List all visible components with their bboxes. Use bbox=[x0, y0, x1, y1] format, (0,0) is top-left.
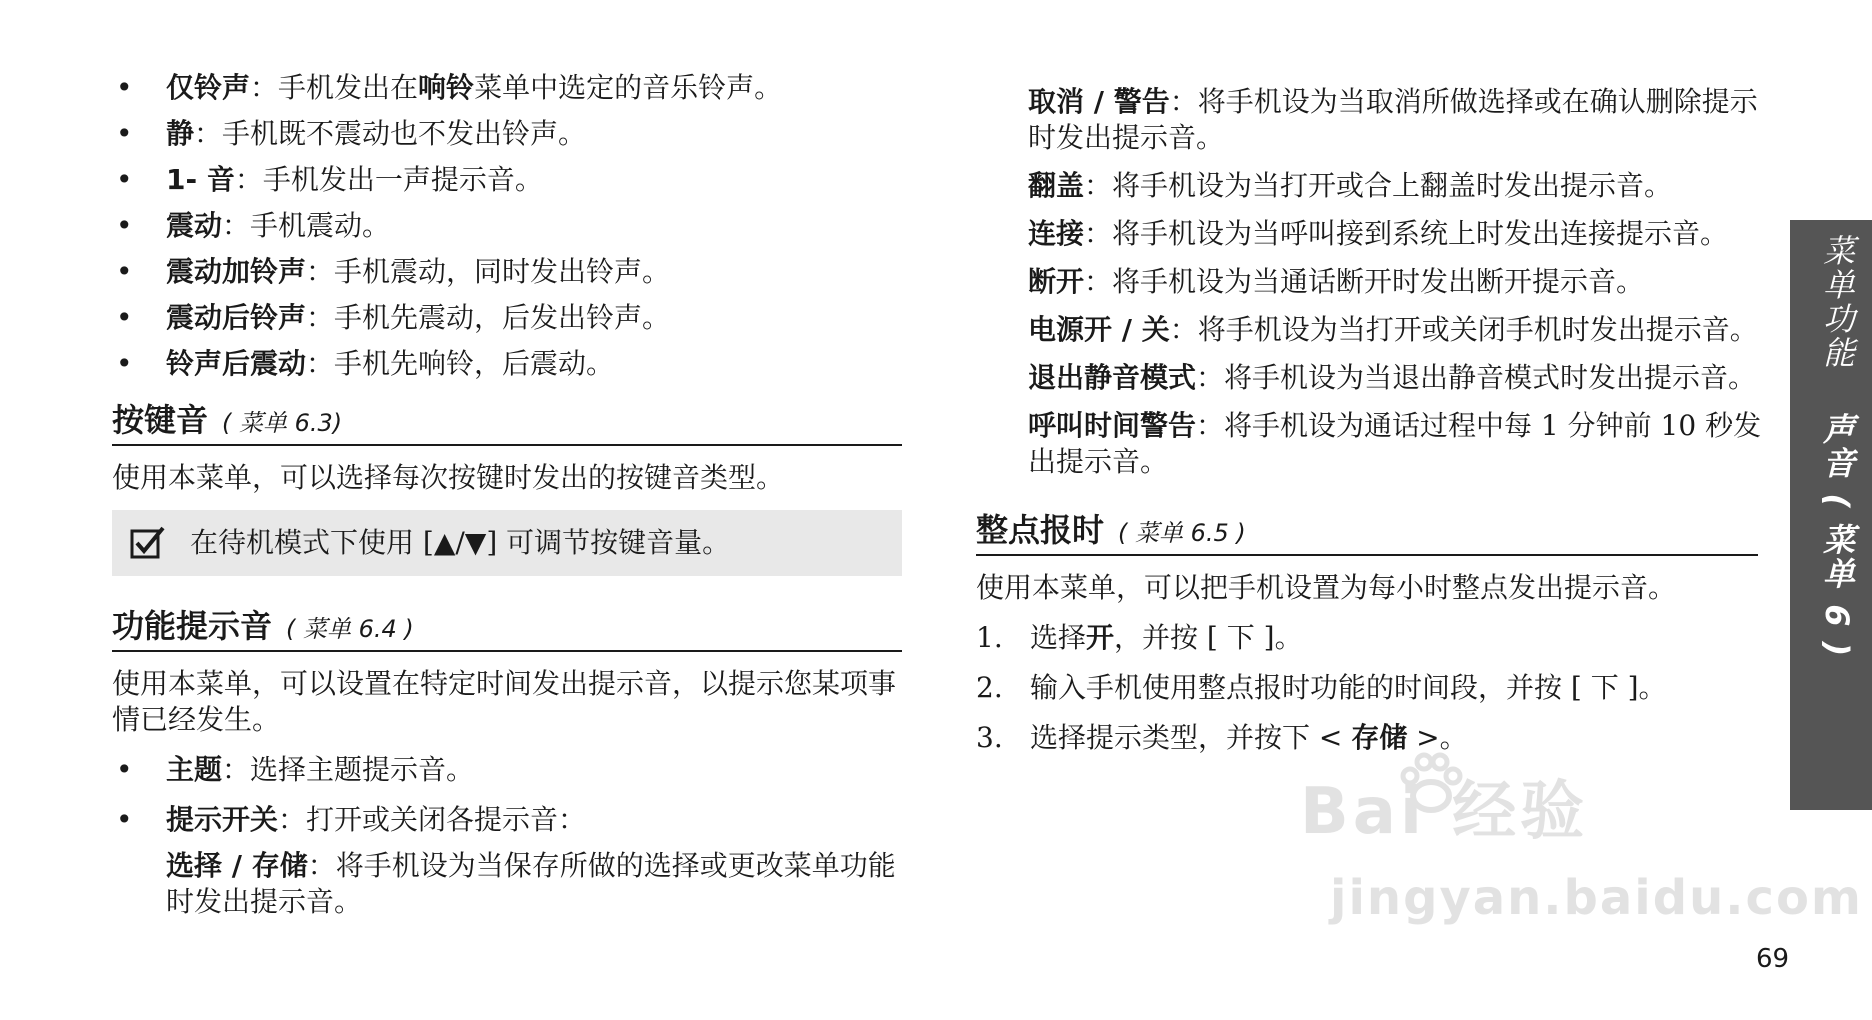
list-item: • 仅铃声：手机发出在响铃菜单中选定的音乐铃声。 bbox=[116, 71, 783, 104]
alert-heading bbox=[112, 606, 902, 652]
list-item: • 1- 音：手机发出一声提示音。 bbox=[116, 163, 543, 196]
list-item: • 铃声后震动：手机先响铃，后震动。 bbox=[116, 347, 615, 380]
ring-type-list bbox=[112, 70, 902, 382]
watermark-logo: Bai 经验 bbox=[1300, 760, 1588, 852]
keytone-heading bbox=[112, 400, 902, 446]
menu-ref: ( 菜单 6.4 ) bbox=[286, 615, 414, 643]
definition-item: 退出静音模式：将手机设为当退出静音模式时发出提示音。 bbox=[1028, 361, 1757, 394]
alert-list bbox=[112, 752, 902, 838]
keytone-description: 使用本菜单，可以选择每次按键时发出的按键音类型。 bbox=[112, 461, 785, 494]
definition-item: 连接：将手机设为当呼叫接到系统上时发出连接提示音。 bbox=[1028, 217, 1729, 250]
list-item: • 提示开关：打开或关闭各提示音： bbox=[116, 803, 587, 836]
definition-item: 呼叫时间警告：将手机设为通话过程中每 1 分钟前 10 秒发出提示音。 bbox=[1028, 409, 1762, 478]
sub-definition: 选择 / 存储：将手机设为当保存所做的选择或更改菜单功能时发出提示音。 bbox=[166, 849, 896, 918]
hourly-heading bbox=[976, 510, 1758, 556]
hourly-description: 使用本菜单，可以把手机设置为每小时整点发出提示音。 bbox=[976, 571, 1677, 604]
chapter-label: 菜单功能 bbox=[1818, 234, 1856, 370]
list-item: • 主题：选择主题提示音。 bbox=[116, 753, 475, 786]
section-title: 整点报时 bbox=[976, 511, 1105, 549]
step-item: 1. 选择开，并按 [ 下 ]。 bbox=[976, 621, 1303, 654]
list-item: • 震动：手机震动。 bbox=[116, 209, 391, 242]
definition-item: 取消 / 警告：将手机设为当取消所做选择或在确认删除提示时发出提示音。 bbox=[1028, 85, 1758, 154]
page-number: 69 bbox=[1756, 944, 1790, 974]
baidu-watermark bbox=[1300, 760, 1863, 940]
note-text: 在待机模式下使用 [▲/▼] 可调节按键音量。 bbox=[190, 526, 731, 559]
list-item: • 震动后铃声：手机先震动，后发出铃声。 bbox=[116, 301, 671, 334]
checkbox-note-icon bbox=[130, 525, 166, 561]
list-item: • 静：手机既不震动也不发出铃声。 bbox=[116, 117, 587, 150]
alert-description: 使用本菜单，可以设置在特定时间发出提示音，以提示您某项事情已经发生。 bbox=[112, 667, 897, 736]
list-item: • 震动加铃声：手机震动，同时发出铃声。 bbox=[116, 255, 671, 288]
section-title: 按键音 bbox=[112, 401, 209, 439]
section-title: 功能提示音 bbox=[112, 607, 273, 645]
chapter-side-tab bbox=[1790, 220, 1872, 810]
note-box bbox=[112, 510, 902, 576]
definition-item: 翻盖：将手机设为当打开或合上翻盖时发出提示音。 bbox=[1028, 169, 1673, 202]
step-item: 3. 选择提示类型，并按下 < 存储 >。 bbox=[976, 721, 1468, 754]
definition-item: 电源开 / 关：将手机设为当打开或关闭手机时发出提示音。 bbox=[1028, 313, 1758, 346]
right-column bbox=[976, 84, 1766, 770]
step-item: 2. 输入手机使用整点报时功能的时间段，并按 [ 下 ]。 bbox=[976, 671, 1667, 704]
watermark-url: jingyan.baidu.com bbox=[1330, 870, 1863, 926]
section-label: 声音 ( 菜单 6 ) bbox=[1818, 412, 1856, 659]
definition-item: 断开：将手机设为当通话断开时发出断开提示音。 bbox=[1028, 265, 1645, 298]
menu-ref: ( 菜单 6.5 ) bbox=[1118, 519, 1246, 547]
left-column bbox=[112, 0, 902, 920]
menu-ref: ( 菜单 6.3) bbox=[222, 409, 343, 437]
steps-list bbox=[976, 620, 1766, 756]
